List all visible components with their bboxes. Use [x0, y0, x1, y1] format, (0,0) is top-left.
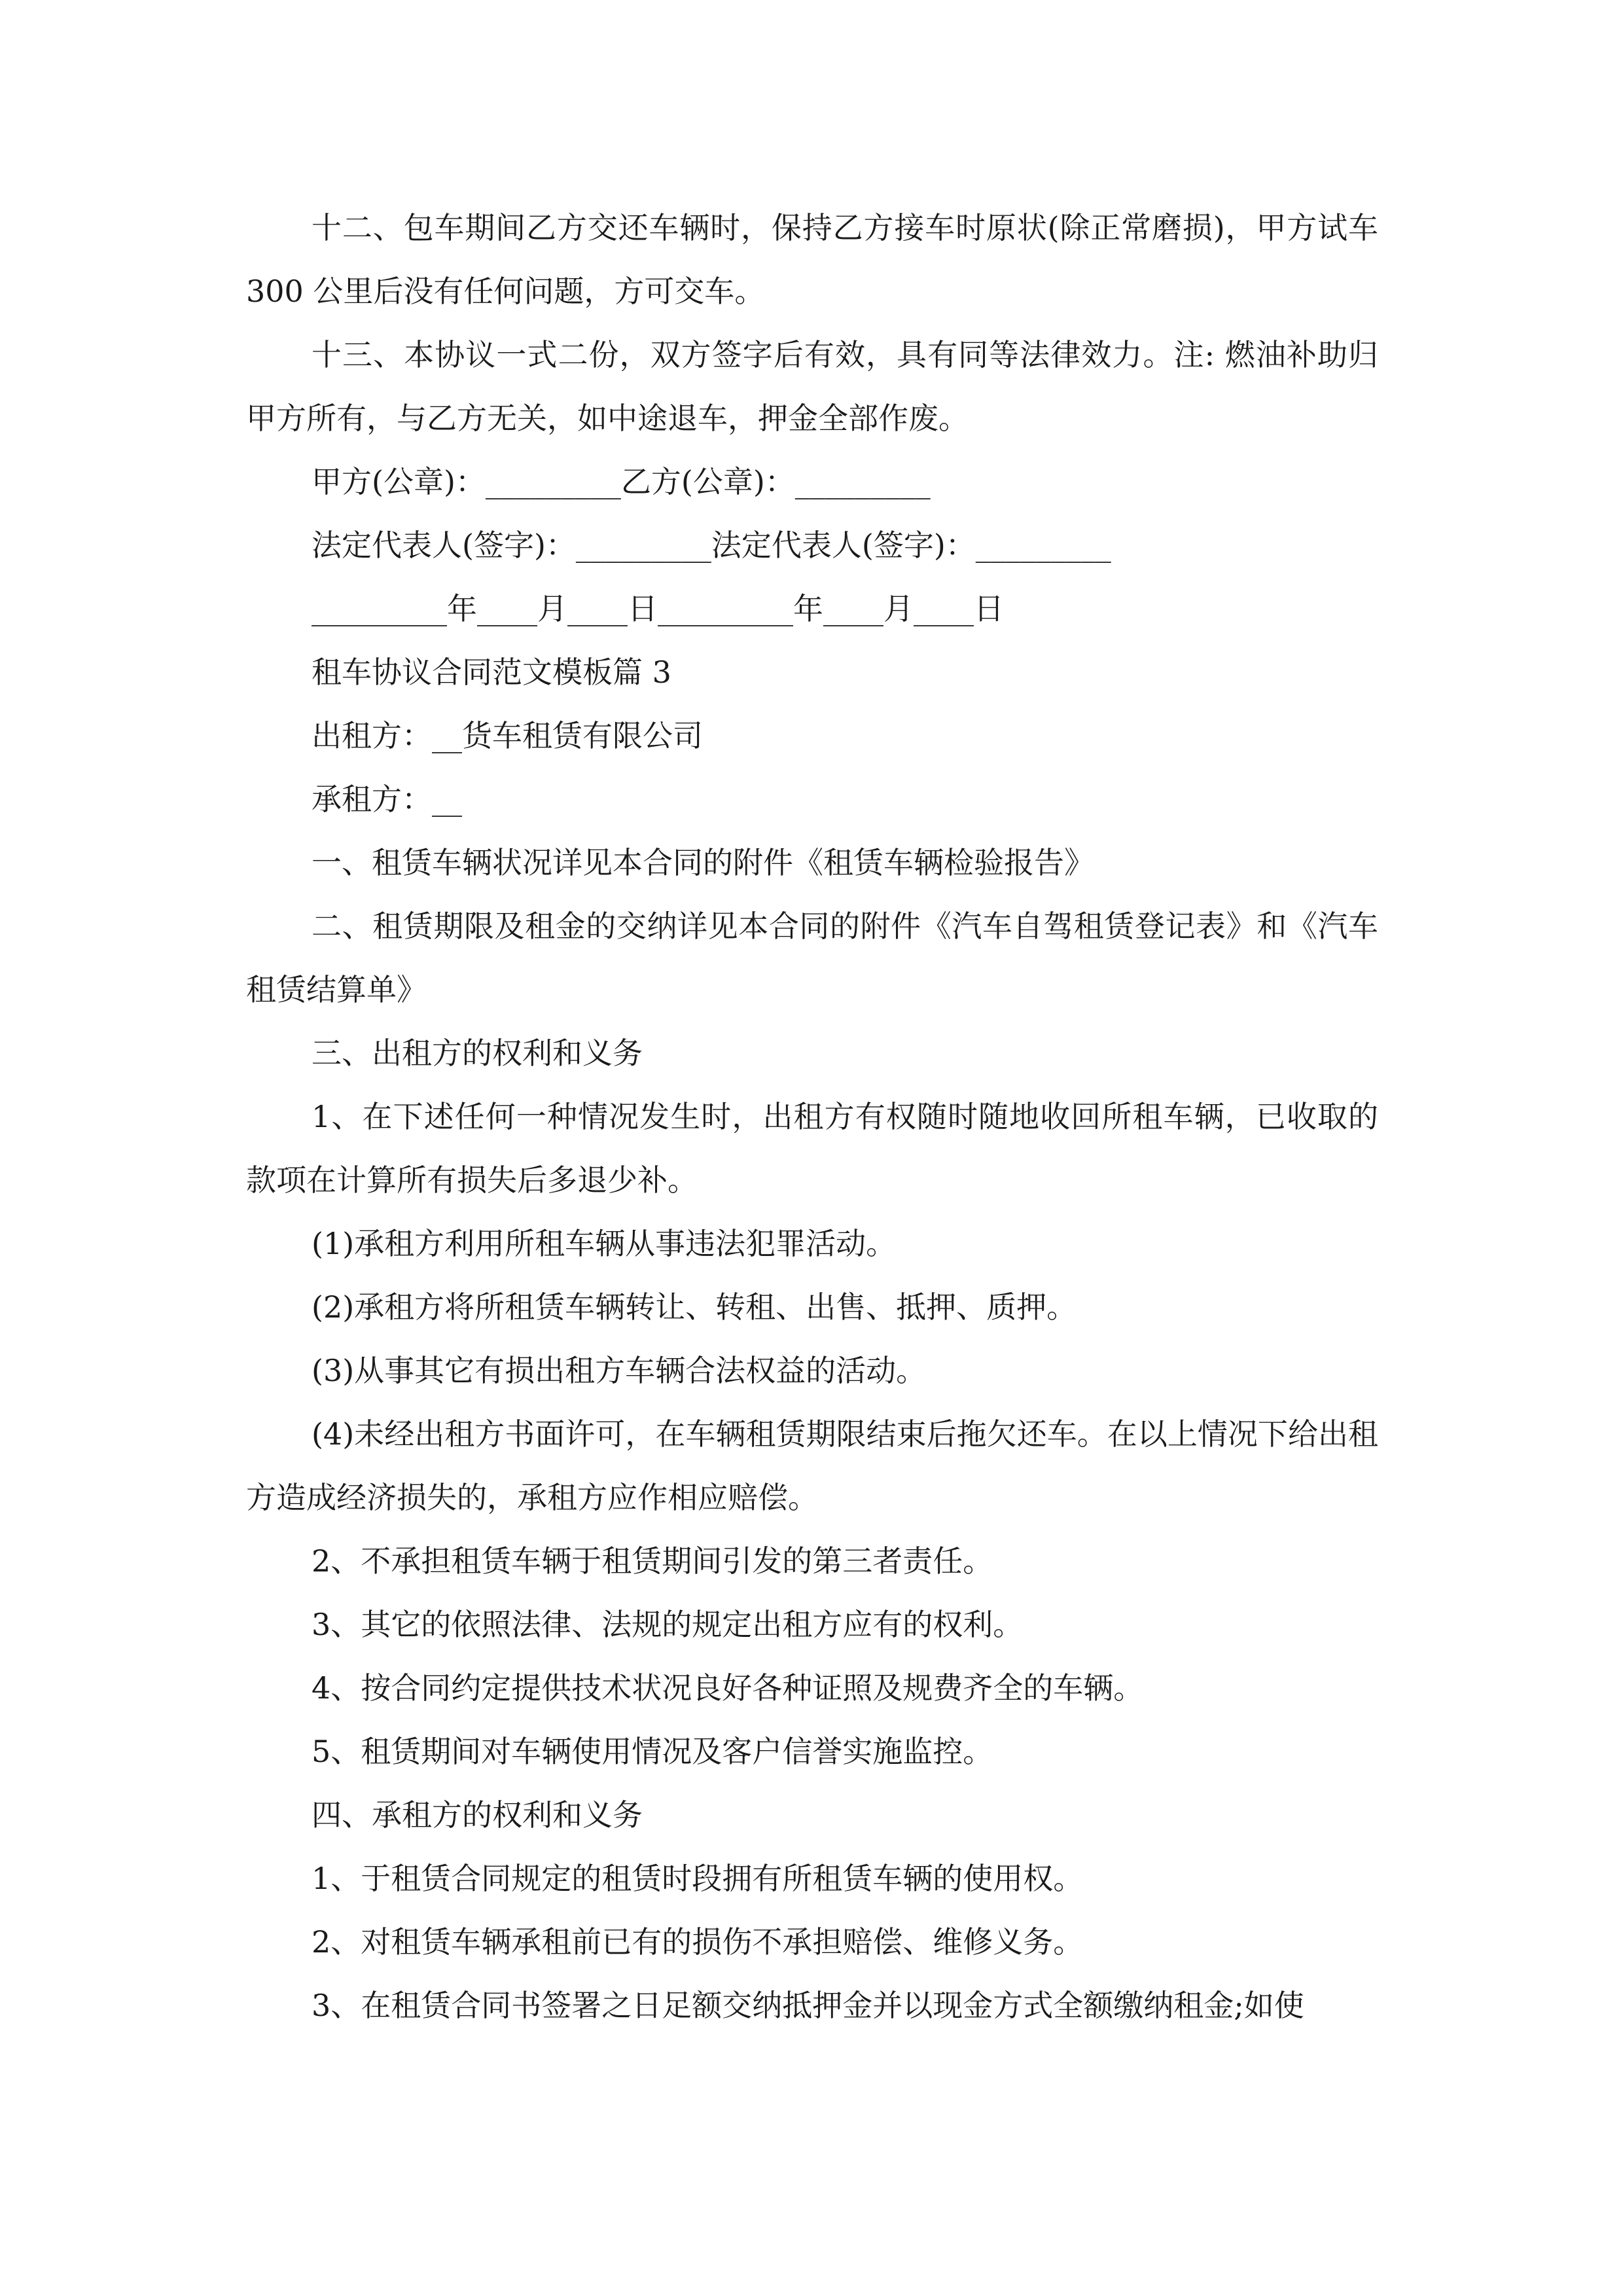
- party-a-b-seal-line: 甲方(公章)：_________乙方(公章)：_________: [312, 464, 931, 499]
- clause-3-heading: 三、出租方的权利和义务: [312, 1035, 643, 1071]
- paragraph-12: 十二、包车期间乙方交还车辆时，保持乙方接车时原状(除正常磨损)，甲方试车 300 公里后没有任何问题，方可交车。: [246, 210, 1388, 309]
- clause-2: 二、租赁期限及租金的交纳详见本合同的附件《汽车自驾租赁登记表》和《汽车租赁结算单》: [246, 908, 1378, 1007]
- clause-3-item-3: 3、其它的依照法律、法规的规定出租方应有的权利。: [312, 1607, 1024, 1642]
- legal-rep-signature-line: 法定代表人(签字)：_________法定代表人(签字)：_________: [312, 528, 1111, 563]
- clause-4-item-3: 3、在租赁合同书签署之日足额交纳抵押金并以现金方式全额缴纳租金;如使: [312, 1988, 1304, 2023]
- clause-3-item-2: 2、不承担租赁车辆于租赁期间引发的第三者责任。: [312, 1543, 993, 1579]
- lessor-line: 出租方：__货车租赁有限公司: [312, 718, 703, 753]
- clause-4-item-1: 1、于租赁合同规定的租赁时段拥有所租赁车辆的使用权。: [312, 1861, 1084, 1896]
- clause-3-item-5: 5、租赁期间对车辆使用情况及客户信誉实施监控。: [312, 1734, 993, 1769]
- section-title: 租车协议合同范文模板篇 3: [312, 655, 671, 690]
- clause-3-sub-3: (3)从事其它有损出租方车辆合法权益的活动。: [312, 1353, 927, 1388]
- clause-3-sub-2: (2)承租方将所租赁车辆转让、转租、出售、抵押、质押。: [312, 1289, 1077, 1325]
- clause-4-item-2: 2、对租赁车辆承租前已有的损伤不承担赔偿、维修义务。: [312, 1924, 1084, 1960]
- paragraph-13: 十三、本协议一式二份，双方签字后有效，具有同等法律效力。注: 燃油补助归甲方所有，与乙方无关，如中途退车，押金全部作废。: [246, 337, 1378, 436]
- lessee-line: 承租方：__: [312, 781, 462, 817]
- date-line: _________年____月____日_________年____月____日: [312, 591, 1004, 626]
- clause-3-item-4: 4、按合同约定提供技术状况良好各种证照及规费齐全的车辆。: [312, 1670, 1144, 1706]
- clause-4-heading: 四、承租方的权利和义务: [312, 1797, 643, 1833]
- clause-3-sub-1: (1)承租方利用所租车辆从事违法犯罪活动。: [312, 1226, 897, 1261]
- clause-3-item-1: 1、在下述任何一种情况发生时，出租方有权随时随地收回所租车辆，已收取的款项在计算所有损失后多退少补。: [246, 1099, 1378, 1198]
- document-page: [246, 196, 1388, 2037]
- clause-1: 一、租赁车辆状况详见本合同的附件《租赁车辆检验报告》: [312, 845, 1094, 880]
- clause-3-sub-4: (4)未经出租方书面许可，在车辆租赁期限结束后拖欠还车。在以上情况下给出租方造成经济损失的，承租方应作相应赔偿。: [246, 1416, 1378, 1515]
